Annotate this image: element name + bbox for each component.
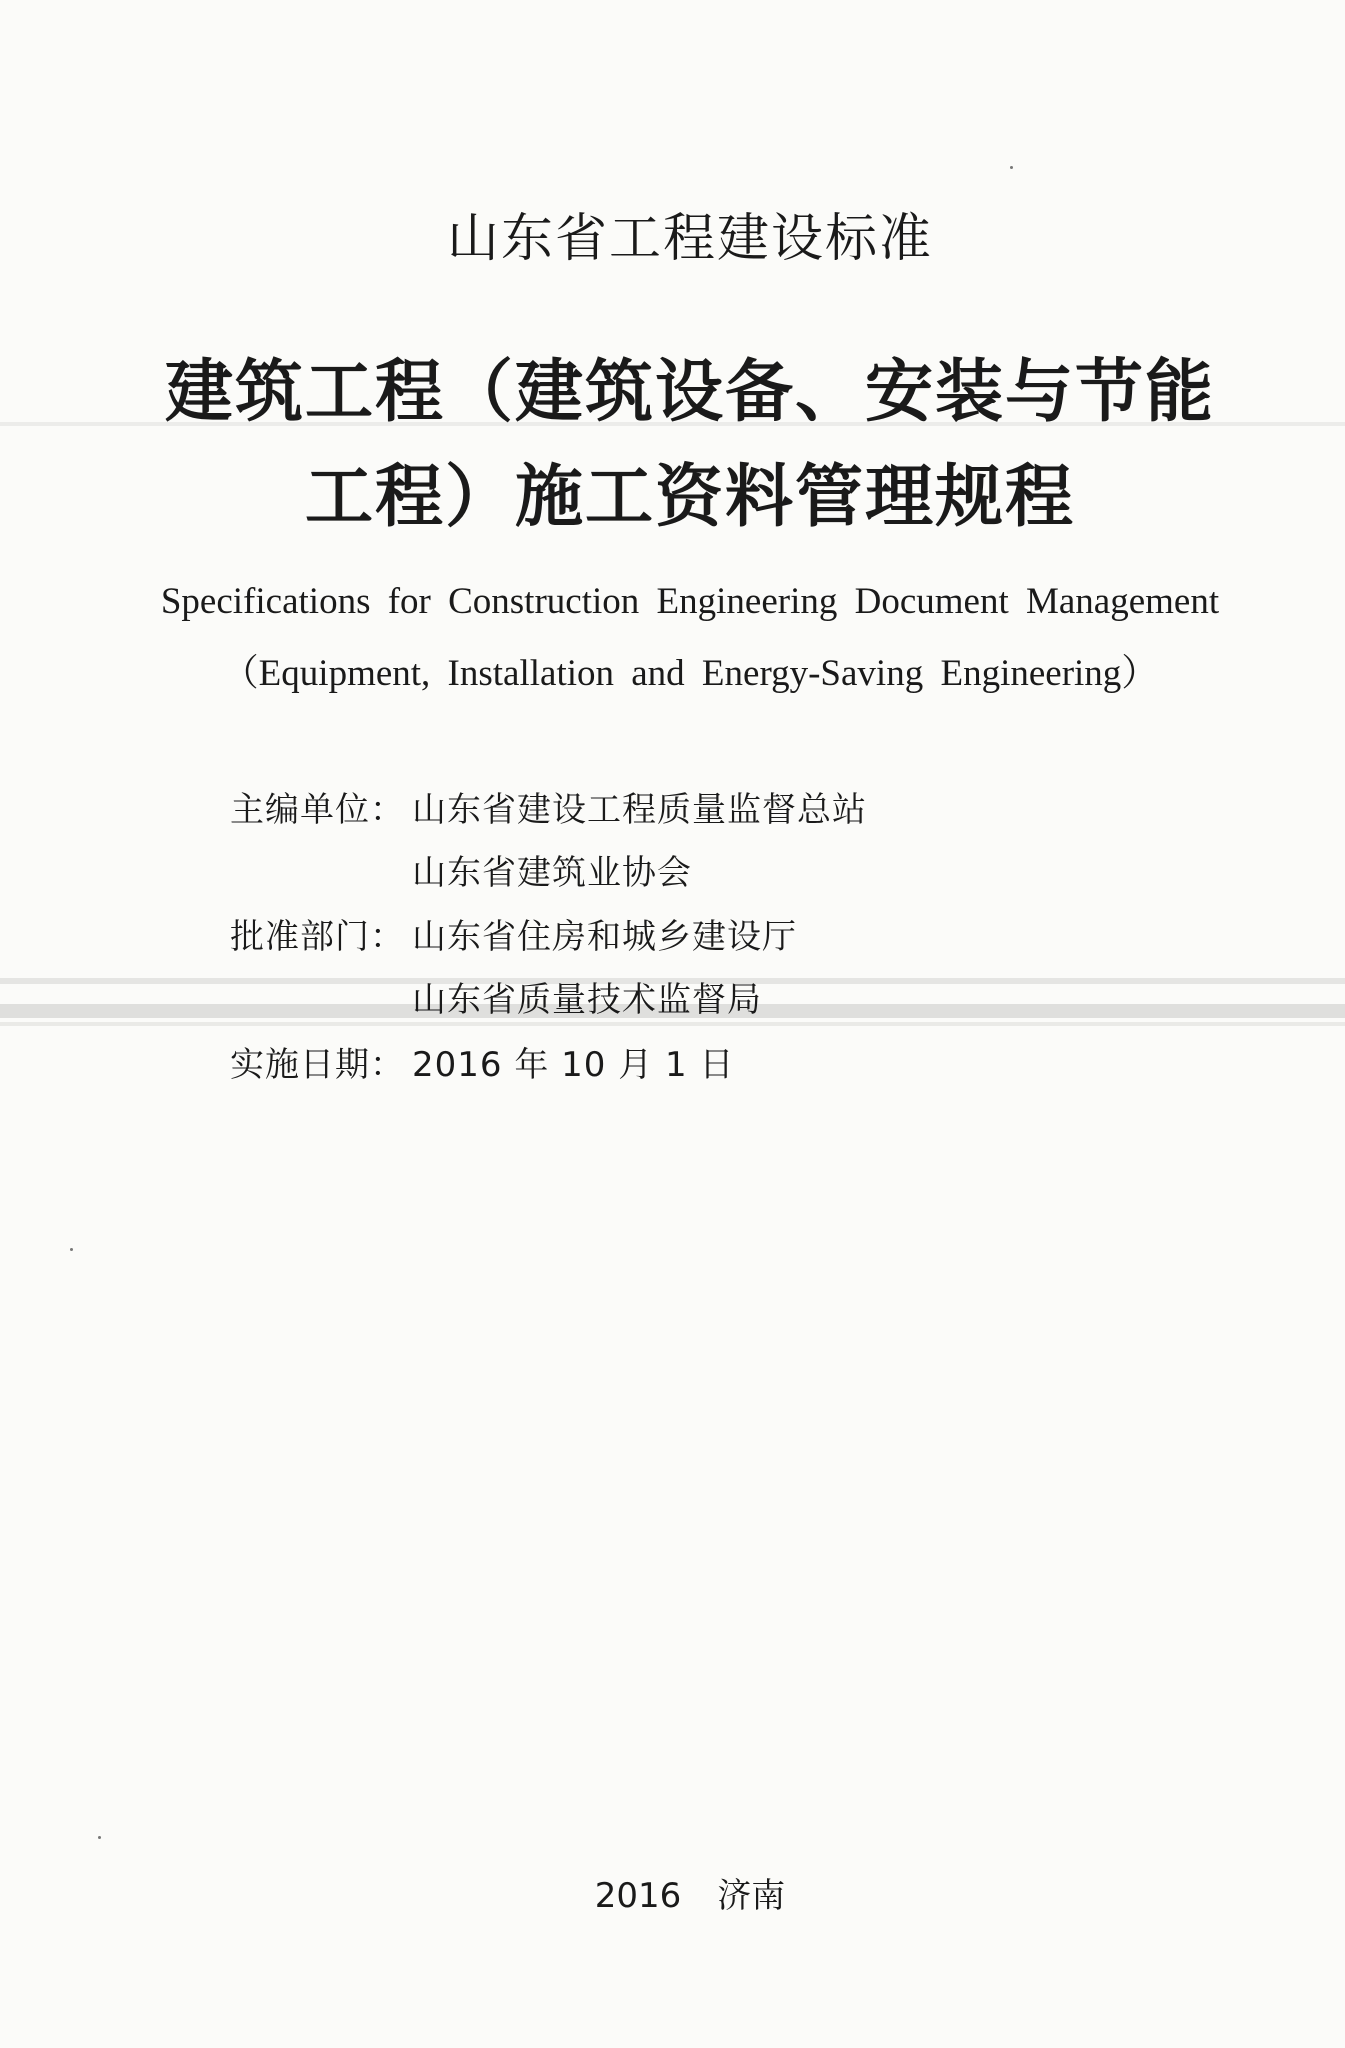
approval-row-2 [230,980,762,1020]
approval-row [230,917,797,957]
approval-org-2: 山东省质量技术监督局 [412,980,762,1020]
effective-date-value: 2016 年 10 月 1 日 [412,1045,735,1085]
scan-speck [98,1836,101,1839]
document-title-line-2: 工程）施工资料管理规程 [304,458,1075,537]
scan-speck [70,1248,73,1251]
english-title-line-2: （Equipment, Installation and Energy-Saving Engineering） [221,653,1159,694]
editor-org-1: 山东省建设工程质量监督总站 [412,790,867,830]
publication-footer [0,1868,1345,1917]
editor-row [230,790,867,830]
document-title-line-1: 建筑工程（建筑设备、安装与节能 [164,353,1215,432]
effective-date-label: 实施日期： [230,1045,405,1085]
publication-year: 2016 [594,1876,682,1916]
editor-org-2: 山东省建筑业协会 [412,853,692,893]
standard-series-title: 山东省工程建设标准 [446,209,933,269]
effective-date-row [230,1045,734,1085]
scan-streak [0,1022,1345,1026]
english-title-line-1: Specifications for Construction Engineering Document Management [160,581,1220,622]
editor-row-2 [230,853,692,893]
editor-label: 主编单位： [230,790,405,830]
publication-city: 济南 [717,1876,786,1916]
scan-speck [1010,166,1013,169]
approval-label: 批准部门： [230,917,405,957]
approval-org-1: 山东省住房和城乡建设厅 [412,917,797,957]
